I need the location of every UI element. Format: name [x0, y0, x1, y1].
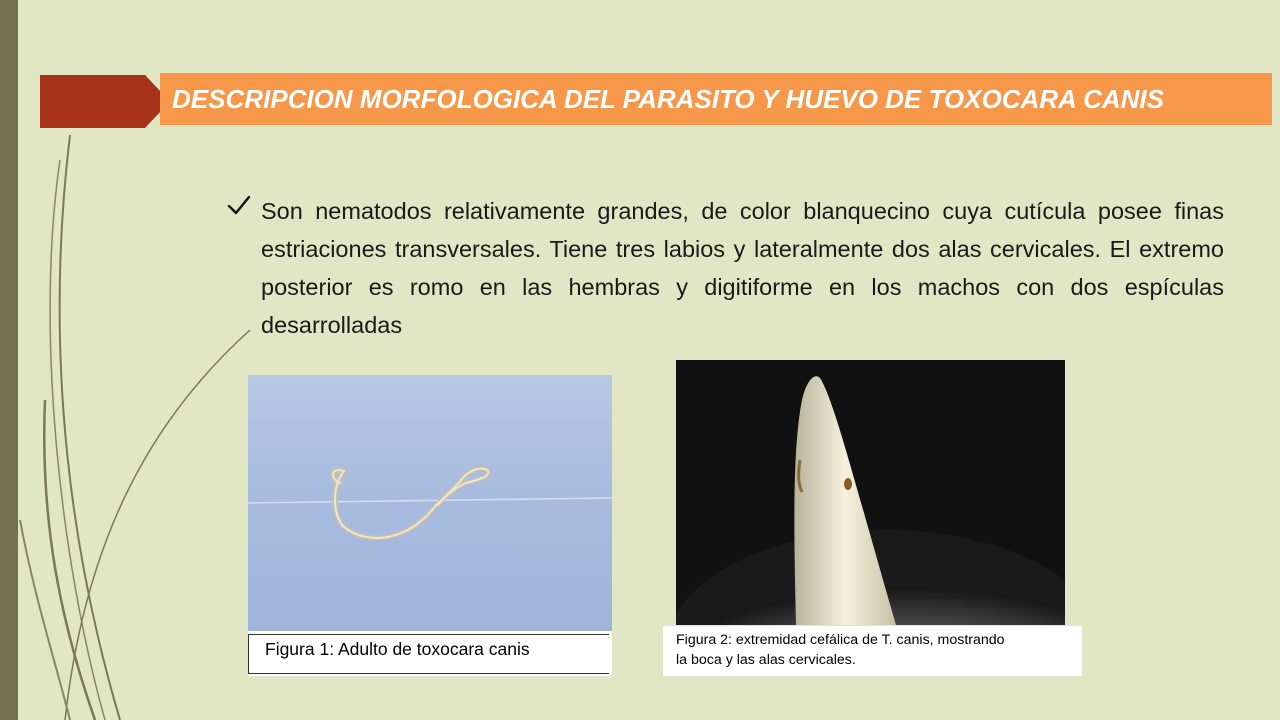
title-arrow-shape	[40, 75, 170, 128]
figure2-image-cephalic-end	[676, 360, 1065, 625]
figure2-caption-line1: Figura 2: extremidad cefálica de T. canis, mostrando	[676, 632, 1005, 648]
worm-illustration	[248, 375, 612, 631]
figure1-image-adult-worm	[248, 375, 612, 631]
figure2-caption-line2: la boca y las alas cervicales.	[676, 652, 856, 668]
figure2-caption-box	[663, 626, 1082, 676]
check-icon	[226, 192, 252, 218]
figure1-caption-box	[248, 631, 612, 676]
bullet-text: Son nematodos relativamente grandes, de color blanquecino cuya cutícula posee finas estriaciones transversales. Tiene tres labios y lateralmente dos alas cervicales. El extremo posterior es romo en las hembras y digitiforme en los machos con dos espículas desarrolladas	[261, 198, 1224, 338]
figure1-caption: Figura 1: Adulto de toxocara canis	[265, 639, 530, 659]
cephalic-end-illustration	[676, 360, 1065, 625]
title-banner	[160, 73, 1272, 125]
figure2-caption	[676, 630, 1076, 670]
slide-title: DESCRIPCION MORFOLOGICA DEL PARASITO Y HUEVO DE TOXOCARA CANIS	[172, 84, 1164, 114]
